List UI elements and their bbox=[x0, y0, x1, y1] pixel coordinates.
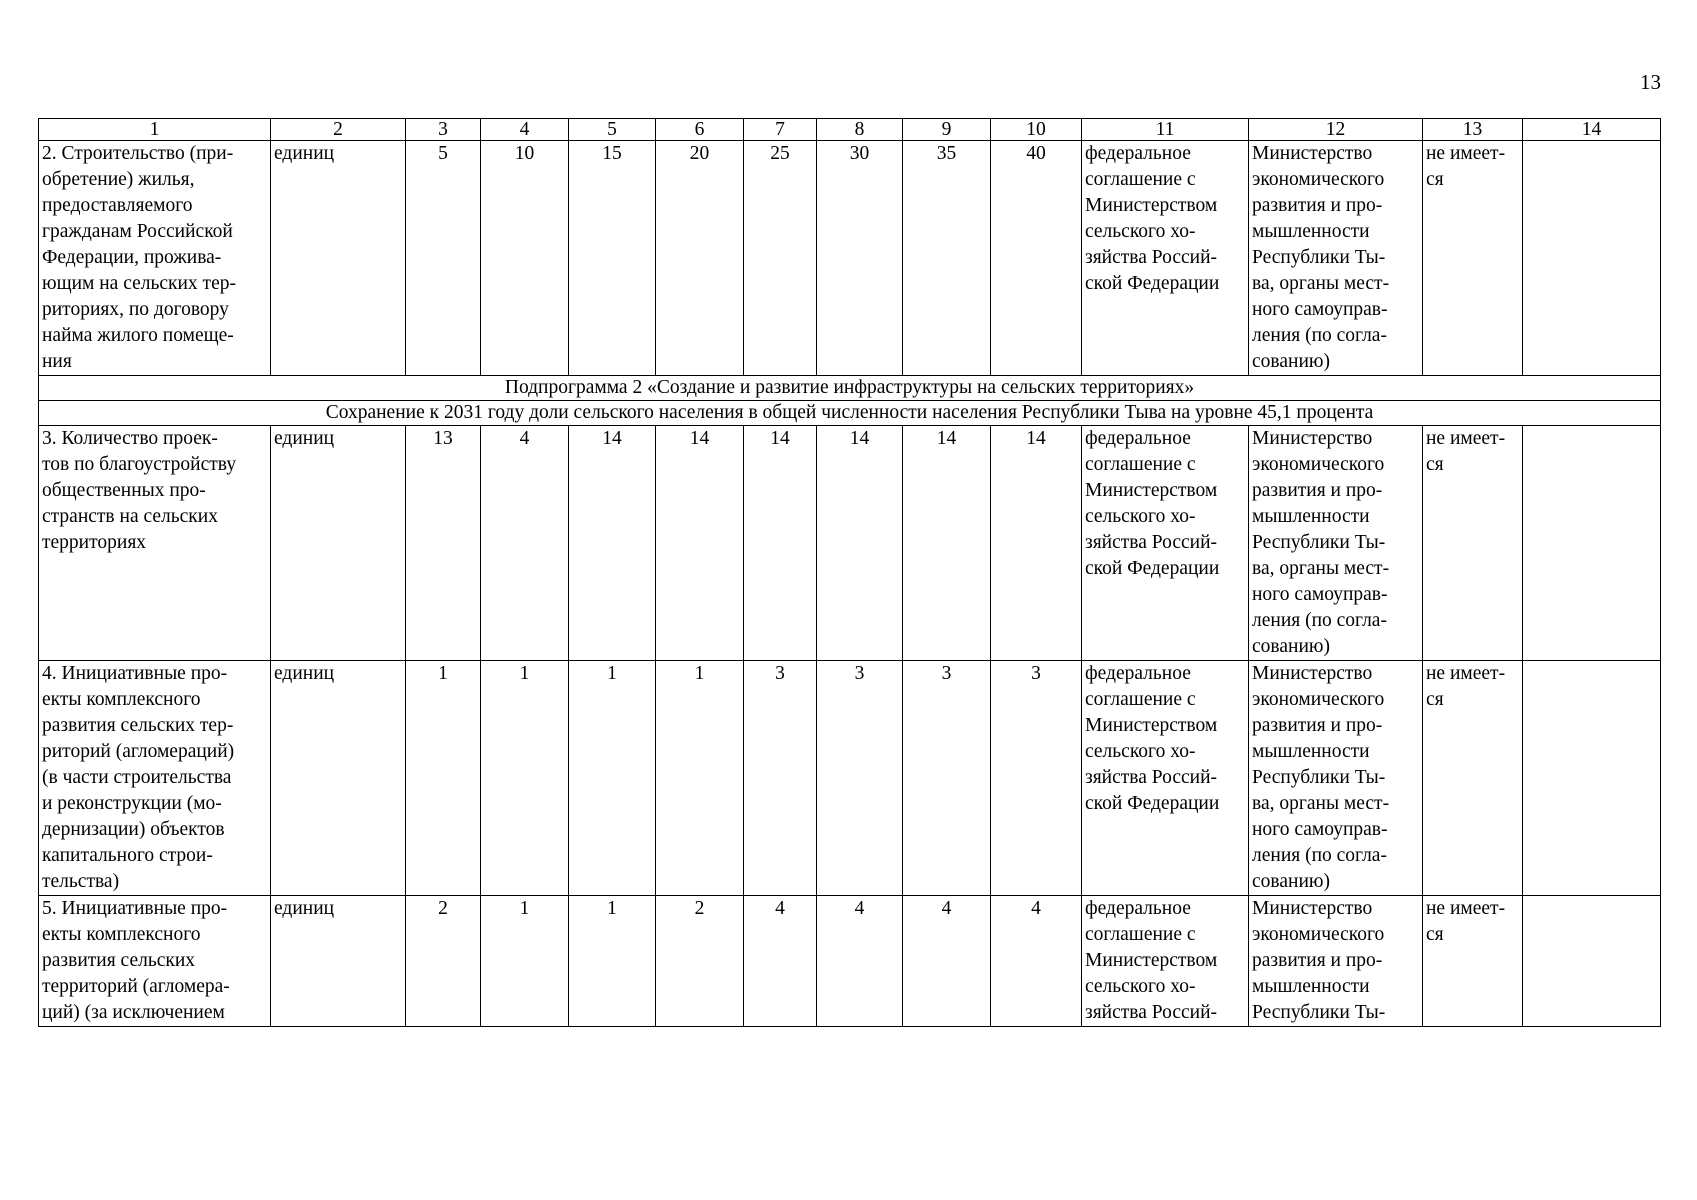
header-cell: 3 bbox=[406, 119, 481, 141]
unit-cell: единиц bbox=[271, 896, 406, 1027]
value-cell: 3 bbox=[744, 661, 817, 896]
value-cell: 2 bbox=[406, 896, 481, 1027]
value-cell: 4 bbox=[991, 896, 1082, 1027]
relation-cell: не имеет- ся bbox=[1423, 426, 1523, 661]
header-cell: 4 bbox=[481, 119, 569, 141]
value-cell: 25 bbox=[744, 141, 817, 376]
note-cell bbox=[1523, 141, 1661, 376]
header-cell: 9 bbox=[903, 119, 991, 141]
source-cell: федеральное соглашение с Министерством сельского хо- зяйства Россий- ской Федерации bbox=[1082, 141, 1249, 376]
source-cell: федеральное соглашение с Министерством сельского хо- зяйства Россий- ской Федерации bbox=[1082, 426, 1249, 661]
indicator-name-cell: 2. Строительство (при- обретение) жилья, предоставляемого гражданам Российской Федерации, прожива- ющим на сельских тер- риториях, по договору найма жилого помеще- ния bbox=[39, 141, 271, 376]
value-cell: 40 bbox=[991, 141, 1082, 376]
header-cell: 2 bbox=[271, 119, 406, 141]
table-row bbox=[39, 426, 1661, 661]
header-cell: 1 bbox=[39, 119, 271, 141]
relation-cell: не имеет- ся bbox=[1423, 141, 1523, 376]
indicator-name-cell: 5. Инициативные про- екты комплексного развития сельских территорий (агломера- ций) (за исключением bbox=[39, 896, 271, 1027]
subprogram-row bbox=[39, 376, 1661, 401]
indicator-name-cell: 4. Инициативные про- екты комплексного развития сельских тер- риторий (агломераций) (в части строительства и реконструкции (мо- дернизации) объектов капитального строи- тельства) bbox=[39, 661, 271, 896]
header-cell: 13 bbox=[1423, 119, 1523, 141]
relation-cell: не имеет- ся bbox=[1423, 896, 1523, 1027]
header-cell: 12 bbox=[1249, 119, 1423, 141]
table-row bbox=[39, 661, 1661, 896]
responsible-cell: Министерство экономического развития и про- мышленности Республики Ты- ва, органы мест- ного самоуправ- ления (по согла- сованию) bbox=[1249, 141, 1423, 376]
source-cell: федеральное соглашение с Министерством сельского хо- зяйства Россий- ской Федерации bbox=[1082, 661, 1249, 896]
value-cell: 14 bbox=[744, 426, 817, 661]
value-cell: 1 bbox=[569, 896, 656, 1027]
unit-cell: единиц bbox=[271, 661, 406, 896]
table-row bbox=[39, 896, 1661, 1027]
value-cell: 1 bbox=[569, 661, 656, 896]
table-row bbox=[39, 141, 1661, 376]
header-cell: 6 bbox=[656, 119, 744, 141]
header-cell: 11 bbox=[1082, 119, 1249, 141]
value-cell: 10 bbox=[481, 141, 569, 376]
header-cell: 5 bbox=[569, 119, 656, 141]
responsible-cell: Министерство экономического развития и про- мышленности Республики Ты- ва, органы мест- ного самоуправ- ления (по согла- сованию) bbox=[1249, 661, 1423, 896]
header-cell: 10 bbox=[991, 119, 1082, 141]
header-cell: 14 bbox=[1523, 119, 1661, 141]
header-cell: 8 bbox=[817, 119, 903, 141]
value-cell: 4 bbox=[481, 426, 569, 661]
responsible-cell: Министерство экономического развития и про- мышленности Республики Ты- ва, органы мест- ного самоуправ- ления (по согла- сованию) bbox=[1249, 426, 1423, 661]
note-cell bbox=[1523, 896, 1661, 1027]
subprogram-title: Подпрограмма 2 «Создание и развитие инфраструктуры на сельских территориях» bbox=[39, 376, 1661, 401]
value-cell: 14 bbox=[991, 426, 1082, 661]
value-cell: 4 bbox=[817, 896, 903, 1027]
value-cell: 3 bbox=[991, 661, 1082, 896]
page-number: 13 bbox=[1640, 70, 1661, 94]
value-cell: 3 bbox=[817, 661, 903, 896]
goal-row bbox=[39, 401, 1661, 426]
value-cell: 3 bbox=[903, 661, 991, 896]
note-cell bbox=[1523, 661, 1661, 896]
indicators-table bbox=[38, 118, 1661, 1027]
value-cell: 1 bbox=[481, 896, 569, 1027]
value-cell: 20 bbox=[656, 141, 744, 376]
goal-text: Сохранение к 2031 году доли сельского населения в общей численности населения Республики Тыва на уровне 45,1 процента bbox=[39, 401, 1661, 426]
value-cell: 4 bbox=[744, 896, 817, 1027]
value-cell: 14 bbox=[903, 426, 991, 661]
header-row bbox=[39, 119, 1661, 141]
note-cell bbox=[1523, 426, 1661, 661]
value-cell: 2 bbox=[656, 896, 744, 1027]
relation-cell: не имеет- ся bbox=[1423, 661, 1523, 896]
value-cell: 14 bbox=[656, 426, 744, 661]
header-cell: 7 bbox=[744, 119, 817, 141]
value-cell: 1 bbox=[406, 661, 481, 896]
value-cell: 1 bbox=[656, 661, 744, 896]
value-cell: 4 bbox=[903, 896, 991, 1027]
value-cell: 5 bbox=[406, 141, 481, 376]
source-cell: федеральное соглашение с Министерством сельского хо- зяйства Россий- bbox=[1082, 896, 1249, 1027]
value-cell: 14 bbox=[817, 426, 903, 661]
value-cell: 15 bbox=[569, 141, 656, 376]
value-cell: 35 bbox=[903, 141, 991, 376]
responsible-cell: Министерство экономического развития и про- мышленности Республики Ты- bbox=[1249, 896, 1423, 1027]
value-cell: 30 bbox=[817, 141, 903, 376]
unit-cell: единиц bbox=[271, 141, 406, 376]
unit-cell: единиц bbox=[271, 426, 406, 661]
value-cell: 13 bbox=[406, 426, 481, 661]
indicator-name-cell: 3. Количество проек- тов по благоустройству общественных про- странств на сельских территориях bbox=[39, 426, 271, 661]
value-cell: 1 bbox=[481, 661, 569, 896]
value-cell: 14 bbox=[569, 426, 656, 661]
